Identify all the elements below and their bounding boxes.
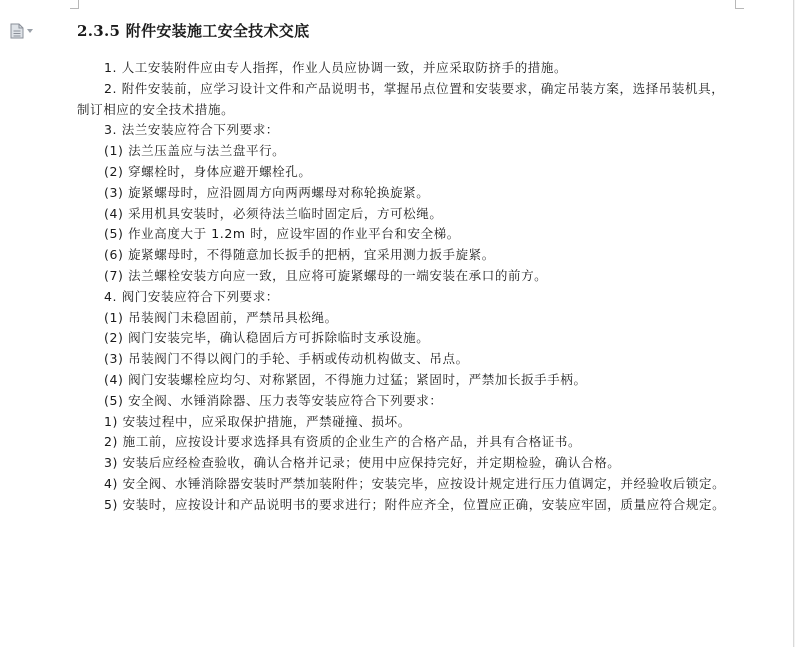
paragraph: 1) 安装过程中，应采取保护措施，严禁碰撞、损坏。 (104, 413, 411, 429)
paragraph: 4) 安全阀、水锤消除器安装时严禁加装附件；安装完毕，应按设计规定进行压力值调定，并经验收后锁定。 (104, 475, 726, 491)
paragraph-list (77, 58, 729, 516)
paragraph: (5) 安全阀、水锤消除器、压力表等安装应符合下列要求： (104, 392, 443, 408)
margin-corner-mark-left (70, 0, 79, 9)
paragraph: (1) 吊装阀门未稳固前，严禁吊具松绳。 (104, 309, 338, 325)
caret-down-icon (27, 29, 33, 33)
paragraph: (4) 阀门安装螺栓应均匀、对称紧固，不得施力过猛；紧固时，严禁加长扳手手柄。 (104, 371, 587, 387)
section-heading: 2.3.5 附件安装施工安全技术交底 (77, 22, 310, 40)
paragraph: 3) 安装后应经检查验收，确认合格并记录；使用中应保持完好，并定期检验，确认合格。 (104, 455, 621, 471)
paragraph: (4) 采用机具安装时，必须待法兰临时固定后，方可松绳。 (104, 205, 443, 221)
paragraph: (1) 法兰压盖应与法兰盘平行。 (104, 143, 286, 159)
paragraph: (2) 穿螺栓时，身体应避开螺栓孔。 (104, 163, 312, 179)
document-menu-button[interactable] (10, 23, 33, 39)
paragraph: 3. 法兰安装应符合下列要求： (104, 122, 279, 138)
paragraph: (2) 阀门安装完毕，确认稳固后方可拆除临时支承设施。 (104, 330, 430, 346)
paragraph: 5) 安装时，应按设计和产品说明书的要求进行；附件应齐全，位置应正确，安装应牢固，质量应符合规定。 (104, 496, 726, 512)
document-icon (10, 23, 24, 39)
margin-corner-mark-right (735, 0, 744, 9)
paragraph: (6) 旋紧螺母时，不得随意加长扳手的把柄，宜采用测力扳手旋紧。 (104, 247, 495, 263)
paragraph: (5) 作业高度大于 1.2m 时，应设牢固的作业平台和安全梯。 (104, 226, 460, 242)
document-content (77, 20, 729, 516)
paragraph: 4. 阀门安装应符合下列要求： (104, 288, 279, 304)
paragraph: (3) 旋紧螺母时，应沿圆周方向两两螺母对称轮换旋紧。 (104, 184, 430, 200)
paragraph: (7) 法兰螺栓安装方向应一致，且应将可旋紧螺母的一端安装在承口的前方。 (104, 267, 548, 283)
paragraph: 2) 施工前，应按设计要求选择具有资质的企业生产的合格产品，并具有合格证书。 (104, 434, 582, 450)
paragraph: 2. 附件安装前，应学习设计文件和产品说明书，掌握吊点位置和安装要求，确定吊装方案，选择吊装机具，制订相应的安全技术措施。 (77, 80, 725, 117)
paragraph: (3) 吊装阀门不得以阀门的手轮、手柄或传动机构做支、吊点。 (104, 351, 469, 367)
paragraph: 1. 人工安装附件应由专人指挥，作业人员应协调一致，并应采取防挤手的措施。 (104, 60, 568, 75)
